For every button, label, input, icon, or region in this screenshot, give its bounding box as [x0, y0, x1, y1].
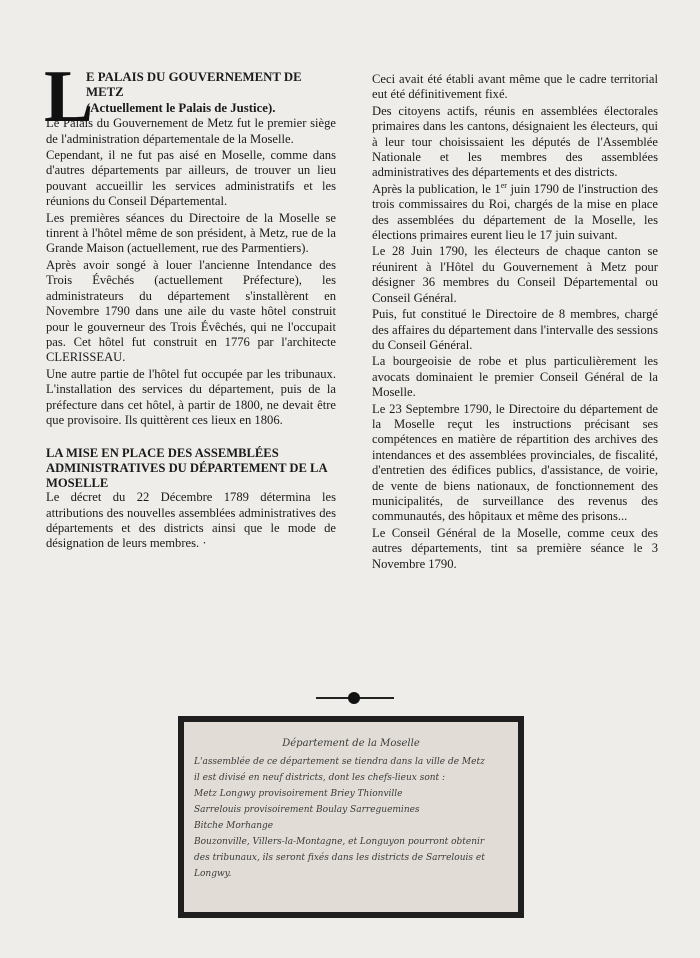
paragraph-publication: [372, 182, 658, 244]
manuscript-line: Metz Longwy provisoirement Briey Thionville: [194, 789, 403, 799]
paragraph: Après avoir songé à louer l'ancienne Intendance des Trois Évêchés (actuellement Préfecture), les administrateurs du département s'installèrent en Novembre 1790 dans une aile du vaste hôtel construit pour le gouverneur des Trois Évêchés, qui ne l'occupait pas. Cet hôtel fut construit en 1776 par l'architecte CLERISSEAU.: [46, 257, 336, 365]
manuscript-line: des tribunaux, ils seront fixés dans les districts de Sarrelouis et: [194, 853, 485, 863]
left-column: [46, 36, 336, 552]
paragraph: Le 23 Septembre 1790, le Directoire du département de la Moselle reçut les instructions précisant ses compétences en matière de répartition des archives des intendances et des assemblées provinciales, de fiscalité, d'entretien des édifices publics, d'assistance, de voirie, de vente de biens nationaux, de fonctionnement des municipalités, de surveillance des revenus des communautés, des hôpitaux et même des prisons...: [372, 401, 658, 524]
article-title: E PALAIS DU GOUVERNEMENT DE METZ: [86, 70, 302, 100]
right-column: [372, 72, 658, 572]
text-segment: Après la publication, le 1: [372, 181, 501, 196]
manuscript-line: il est divisé en neuf districts, dont les chefs-lieux sont :: [194, 773, 446, 783]
ornament-divider: [316, 692, 394, 704]
dropcap-letter: L: [44, 56, 94, 138]
paragraph: La bourgeoisie de robe et plus particulièrement les avocats dominaient le premier Conseil Général de la Moselle.: [372, 354, 658, 400]
divider-dot: [348, 692, 360, 704]
manuscript-heading: Département de la Moselle: [282, 738, 420, 749]
superscript: er: [500, 180, 507, 190]
paragraph: Ceci avait été établi avant même que le cadre territorial eut été définitivement fixé.: [372, 72, 658, 102]
paragraph: Le décret du 22 Décembre 1789 détermina les attributions des nouvelles assemblées administratives des départements et des districts ainsi que le mode de désignation de leurs membres. ·: [46, 490, 336, 551]
paragraph: Puis, fut constitué le Directoire de 8 membres, chargé des affaires du département dans l'intervalle des sessions du Conseil Général.: [372, 307, 658, 352]
manuscript-line: Bitche Morhange: [194, 821, 274, 831]
paragraph: Le Palais du Gouvernement de Metz fut le premier siège de l'administration départementale de la Moselle.: [46, 116, 336, 146]
text-segment: juin 1790 de l'instruction des trois commissaires du Roi, chargés de la mise en place des assemblées du département de la Moselle, les élections primaires eurent lieu le 17 juin suivant.: [372, 181, 658, 243]
paragraph: Le Conseil Général de la Moselle, comme ceux des autres départements, tint sa première séance le 3 Novembre 1790.: [372, 525, 658, 571]
manuscript-image: [178, 716, 524, 918]
manuscript-line: Longwy.: [194, 869, 232, 879]
paragraph: Le 28 Juin 1790, les électeurs de chaque canton se réunirent à l'Hôtel du Gouvernement à Metz pour désigner 36 membres du Conseil Départemental ou Conseil Général.: [372, 244, 658, 305]
paragraph: Cependant, il ne fut pas aisé en Moselle, comme dans d'autres départements par ailleurs, de trouver un lieu pouvant accueillir les services administratifs et les réunions du Conseil Départemental.: [46, 148, 336, 209]
manuscript-line: Bouzonville, Villers-la-Montagne, et Longuyon pourront obtenir: [194, 837, 485, 847]
manuscript-line: L'assemblée de ce département se tiendra dans la ville de Metz: [194, 757, 485, 767]
paragraph: Une autre partie de l'hôtel fut occupée par les tribunaux. L'installation des services du département, puis de la préfecture dans cet hôtel, à partir de 1800, ne devait être que provisoire. Ils quittèrent ces lieux en 1806.: [46, 366, 336, 427]
manuscript-line: Sarrelouis provisoirement Boulay Sarreguemines: [194, 805, 420, 815]
manuscript-paper: [184, 722, 518, 912]
article-subtitle: (Actuellement le Palais de Justice).: [86, 100, 276, 115]
paragraph: Des citoyens actifs, réunis en assemblées électorales primaires dans les cantons, désignaient les électeurs, qui à leur tour choisissaient les députés de l'Assemblée Nationale et les membres des assemblées administratives des départements et des districts.: [372, 103, 658, 180]
section-heading: LA MISE EN PLACE DES ASSEMBLÉES ADMINISTRATIVES DU DÉPARTEMENT DE LA MOSELLE: [46, 446, 327, 490]
paragraph: Les premières séances du Directoire de la Moselle se tinrent à l'hôtel même de son président, à Metz, rue de la Grande Maison (actuellement, rue des Parmentiers).: [46, 210, 336, 256]
